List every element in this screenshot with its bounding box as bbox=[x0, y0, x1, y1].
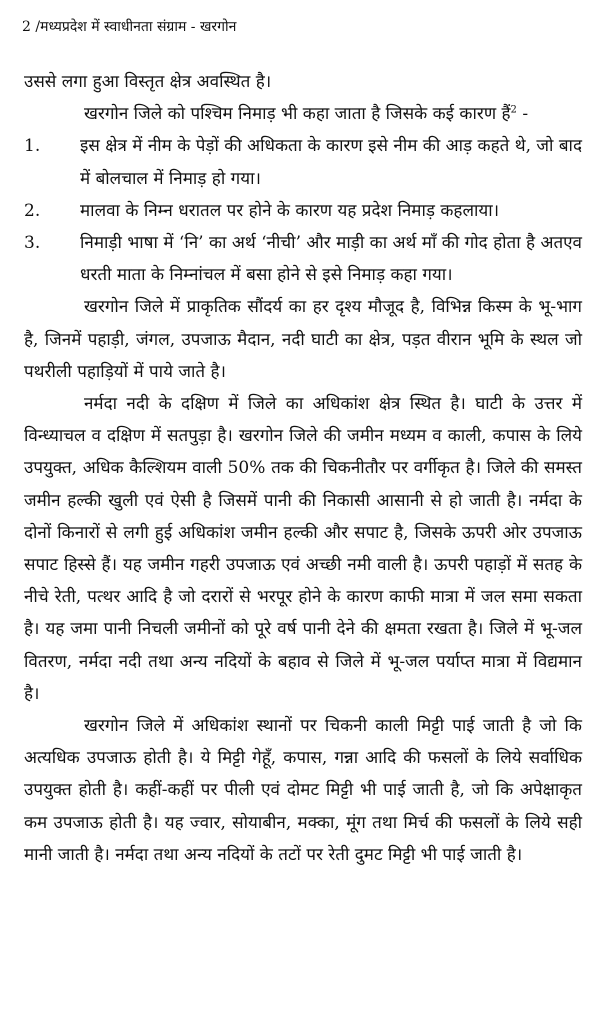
list-item bbox=[24, 195, 582, 227]
list-item-number: 3. bbox=[24, 233, 41, 254]
list-item bbox=[24, 130, 582, 194]
list-item-number: 1. bbox=[24, 136, 41, 157]
list-item bbox=[24, 227, 582, 291]
paragraph-continuation: उससे लगा हुआ विस्तृत क्षेत्र अवस्थित है। bbox=[24, 72, 272, 92]
list-item-number: 2. bbox=[24, 200, 41, 221]
paragraph-narmada-land: नर्मदा नदी के दक्षिण में जिले का अधिकांश क्षेत्र स्थित है। घाटी के उत्तर में विन्ध्याचल व दक्षिण में सतपुड़ा है। खरगोन जिले की जमीन मध्यम व काली, कपास के लिये उपयुक्त, अधिक कैल्शियम वाली 50% तक की चिकनीतौर पर वर्गीकृत है। जिले की समस्त जमीन हल्की खुली एवं ऐसी है जिसमें पानी की निकासी आसानी से हो जाती है। नर्मदा के दोनों किनारों से लगी हुई अधिकांश जमीन हल्की और सपाट है, जिसके ऊपरी ओर उपजाऊ सपाट हिस्से हैं। यह जमीन गहरी उपजाऊ एवं अच्छी नमी वाली है। ऊपरी पहाड़ों में सतह के नीचे रेती, पत्थर आदि है जो दरारों से भरपूर होने के कारण काफी मात्रा में जल समा सकता है। यह जमा पानी निचली जमीनों को पूरे वर्ष पानी देने की क्षमता रखता है। जिले में भू-जल वितरण, नर्मदा नदी तथा अन्य नदियों के बहाव से जिले में भू-जल पर्याप्त मात्रा में विद्यमान है। bbox=[24, 394, 582, 704]
list-item-text: मालवा के निम्न धरातल पर होने के कारण यह प्रदेश निमाड़ कहलाया। bbox=[80, 200, 500, 221]
paragraph-soil: खरगोन जिले में अधिकांश स्थानों पर चिकनी काली मिट्टी पाई जाती है जो कि अत्यधिक उपजाऊ होती है। ये मिट्टी गेहूँ, कपास, गन्ना आदि की फसलों के लिये सर्वाधिक उपयुक्त होती है। कहीं-कहीं पर पीली एवं दोमट मिट्टी भी पाई जाती है, जो कि अपेक्षाकृत कम उपजाऊ होती है। यह ज्वार, सोयाबीन, मक्का, मूंग तथा मिर्च की फसलों के लिये सही मानी जाती है। नर्मदा तथा अन्य नदियों के तटों पर रेती दुमट मिट्टी भी पाई जाती है। bbox=[24, 716, 582, 865]
list-item-text: निमाड़ी भाषा में ‘नि’ का अर्थ ‘नीची’ और माड़ी का अर्थ माँ की गोद होता है अतएव धरती माता के निम्नांचल में बसा होने से इसे निमाड़ कहा गया। bbox=[80, 233, 582, 286]
page-number: 2 bbox=[22, 19, 31, 35]
paragraph-reasons-intro bbox=[24, 98, 582, 130]
footnote-marker: 2 bbox=[510, 104, 517, 116]
body-text bbox=[24, 66, 582, 871]
paragraph-natural-beauty: खरगोन जिले में प्राकृतिक सौंदर्य का हर दृश्य मौजूद है, विभिन्न किस्म के भू-भाग है, जिनमें पहाड़ी, जंगल, उपजाऊ मैदान, नदी घाटी का क्षेत्र, पड़त वीरान भूमि के स्थल जो पथरीली पहाड़ियों में पाये जाते है। bbox=[24, 297, 582, 382]
running-title: /मध्यप्रदेश में स्वाधीनता संग्राम - खरगोन bbox=[35, 19, 237, 35]
paragraph-dash: - bbox=[516, 104, 529, 125]
running-header bbox=[22, 18, 236, 36]
paragraph-text: खरगोन जिले को पश्चिम निमाड़ भी कहा जाता है जिसके कई कारण हैं bbox=[84, 104, 511, 125]
list-item-text: इस क्षेत्र में नीम के पेड़ों की अधिकता के कारण इसे नीम की आड़ कहते थे, जो बाद में बोलचाल में निमाड़ हो गया। bbox=[80, 136, 582, 189]
